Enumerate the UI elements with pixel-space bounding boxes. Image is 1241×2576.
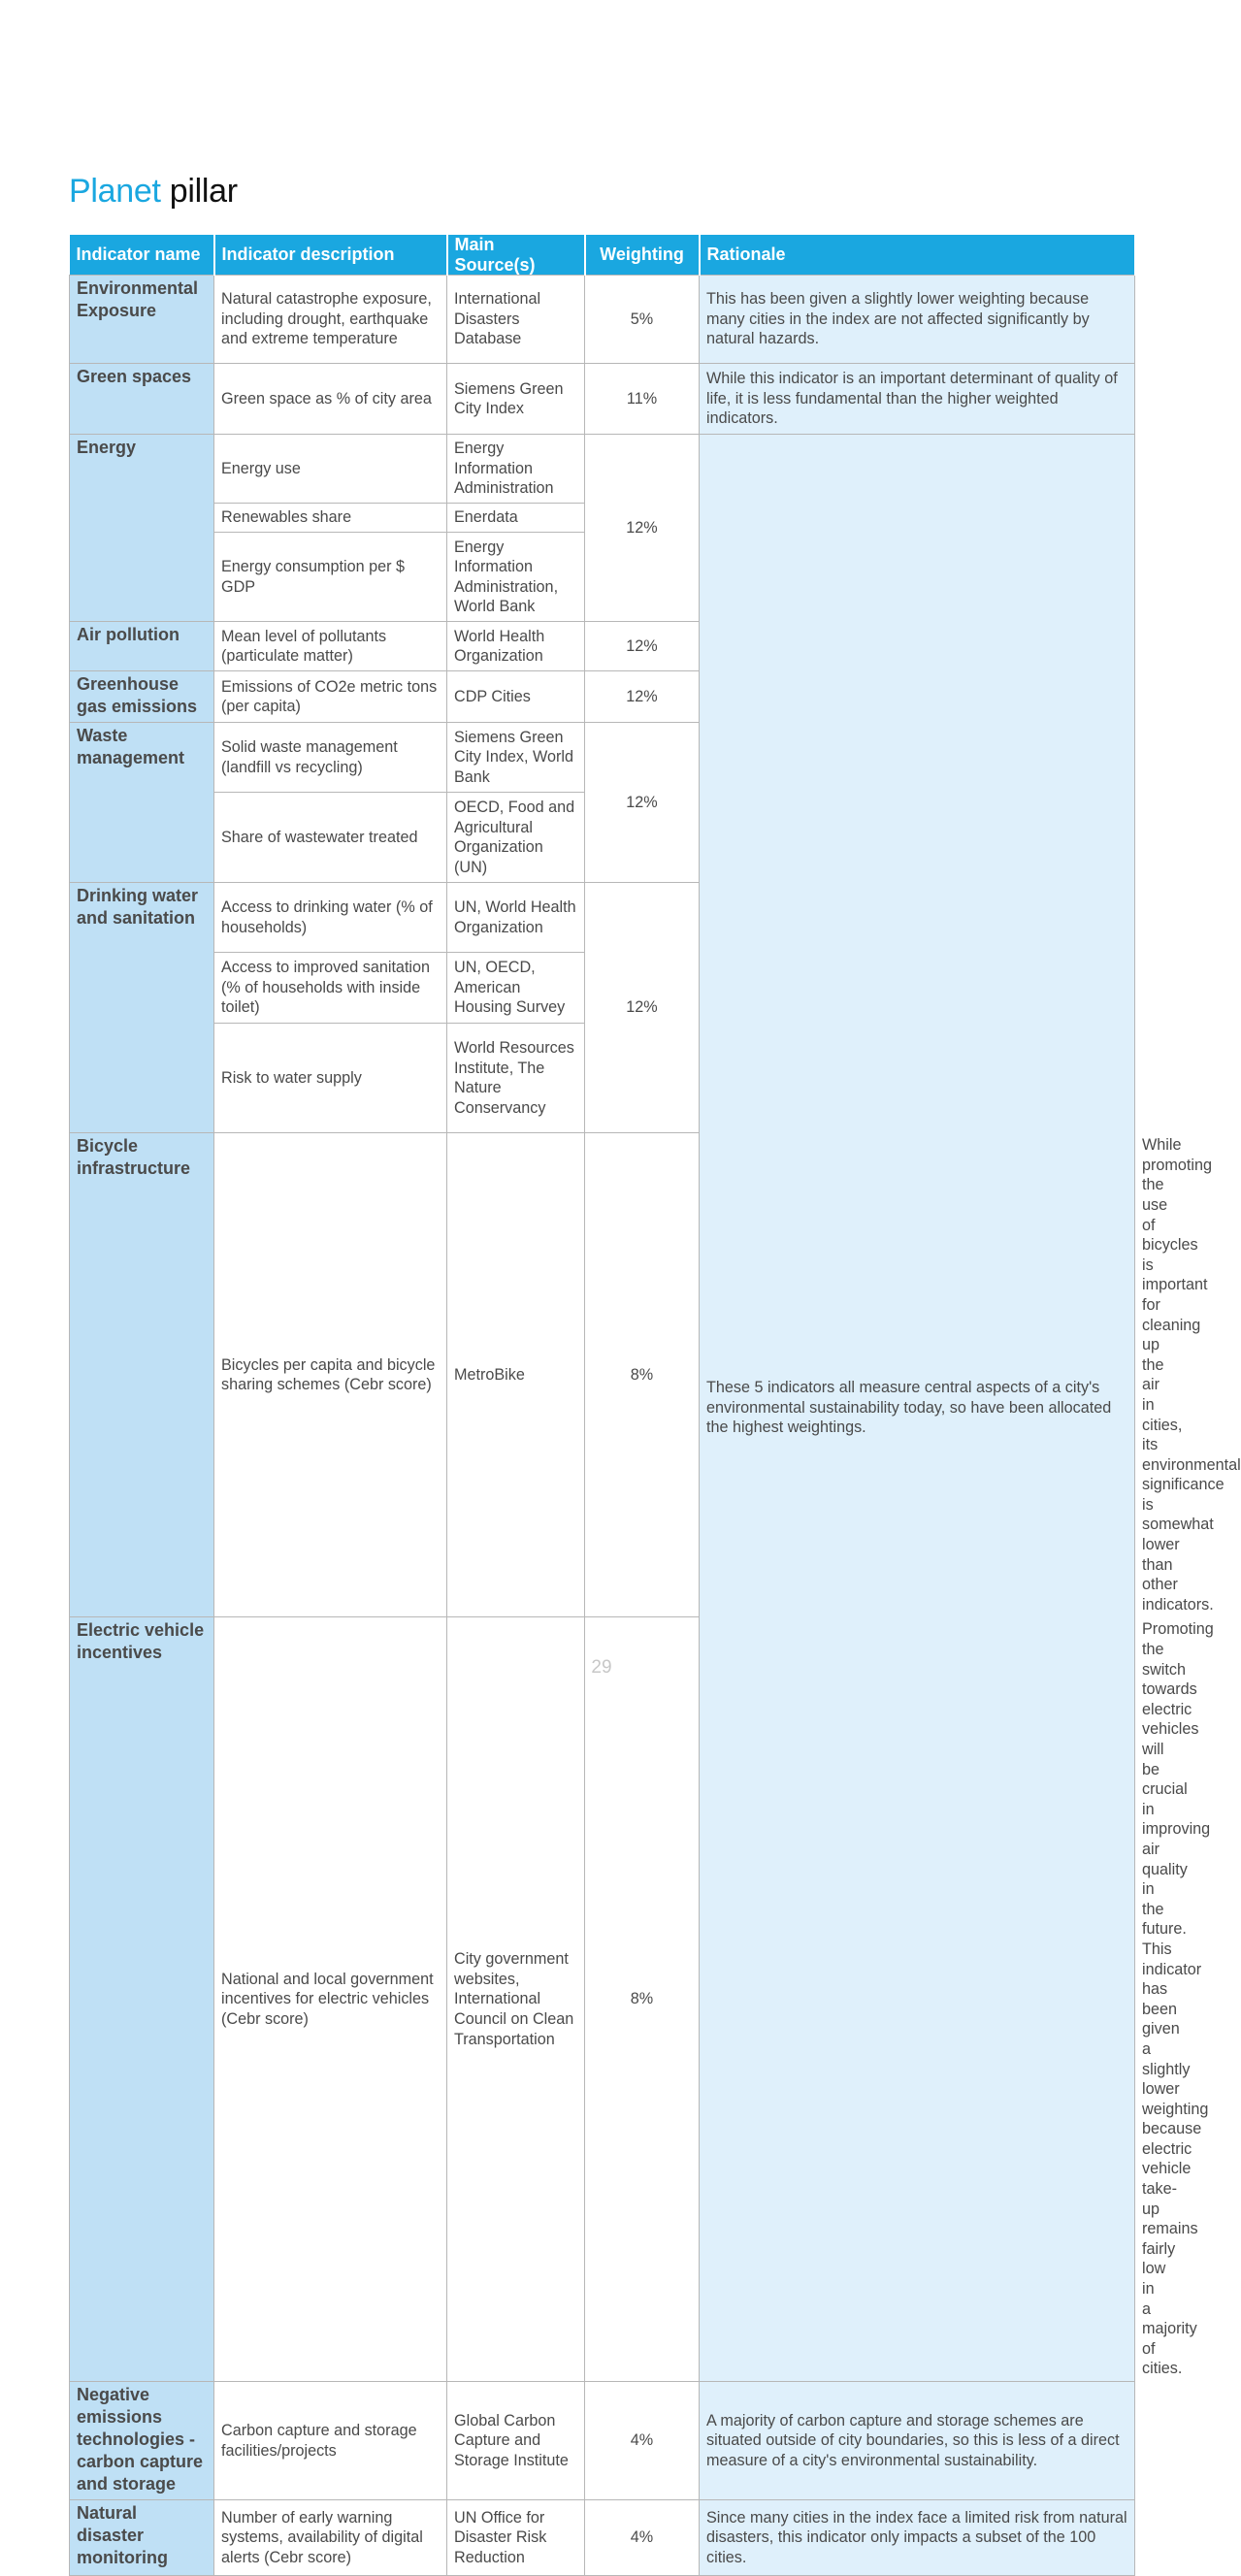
main-source: Energy Information Administration, World Bank <box>447 533 585 622</box>
weighting: 12% <box>585 671 700 723</box>
table-row <box>70 2500 1135 2576</box>
main-source: Siemens Green City Index <box>447 364 585 435</box>
indicator-description: Green space as % of city area <box>214 364 447 435</box>
indicator-name: Electric vehicle incentives <box>70 1617 214 2382</box>
planet-pillar-table <box>69 235 1241 2576</box>
weighting: 12% <box>585 883 700 1133</box>
table-row <box>70 435 1135 504</box>
rationale: While this indicator is an important determinant of quality of life, it is less fundamental than the higher weighted indicators. <box>700 364 1135 435</box>
main-source: Enerdata <box>447 504 585 533</box>
table-row <box>70 276 1135 364</box>
table-header-row <box>70 235 1135 276</box>
main-source: Siemens Green City Index, World Bank <box>447 723 585 793</box>
indicator-name: Air pollution <box>70 622 214 671</box>
main-source: UN Office for Disaster Risk Reduction <box>447 2500 585 2576</box>
weighting: 4% <box>585 2500 700 2576</box>
indicator-description: Solid waste management (landfill vs recycling) <box>214 723 447 793</box>
indicator-description: Number of early warning systems, availability of digital alerts (Cebr score) <box>214 2500 447 2576</box>
indicator-name: Drinking water and sanitation <box>70 883 214 1133</box>
table-row: Bicycle infrastructure Bicycles per capita and bicycle sharing schemes (Cebr score) MetroBike 8% While promoting the use of bicycles is important for cleaning up the air in cities, its environmental significance is somewhat lower than other indicators. <box>70 1133 1135 1617</box>
shared-rationale: These 5 indicators all measure central aspects of a city's environmental sustainability today, so have been allocated the highest weightings. <box>700 435 1135 2382</box>
indicator-name: Waste management <box>70 723 214 883</box>
indicator-description: Energy consumption per $ GDP <box>214 533 447 622</box>
indicator-description: Mean level of pollutants (particulate matter) <box>214 622 447 671</box>
weighting: 8% <box>585 1133 700 1617</box>
header-indicator-description: Indicator description <box>214 235 447 276</box>
rationale: A majority of carbon capture and storage schemes are situated outside of city boundaries, so this is less of a direct measure of a city's environmental sustainability. <box>700 2382 1135 2500</box>
rationale: Since many cities in the index face a limited risk from natural disasters, this indicator only impacts a subset of the 100 cities. <box>700 2500 1135 2576</box>
indicator-description: National and local government incentives for electric vehicles (Cebr score) <box>214 1617 447 2382</box>
weighting: 11% <box>585 364 700 435</box>
indicator-description: Natural catastrophe exposure, including drought, earthquake and extreme temperature <box>214 276 447 364</box>
title-accent: Planet <box>69 173 161 210</box>
rationale: This has been given a slightly lower weighting because many cities in the index are not affected significantly by natural hazards. <box>700 276 1135 364</box>
main-source: World Resources Institute, The Nature Conservancy <box>447 1024 585 1133</box>
indicator-description: Bicycles per capita and bicycle sharing schemes (Cebr score) <box>214 1133 447 1617</box>
main-source: City government websites, International Council on Clean Transportation <box>447 1617 585 2382</box>
indicator-name: Green spaces <box>70 364 214 435</box>
header-indicator-name: Indicator name <box>70 235 214 276</box>
indicator-description: Access to improved sanitation (% of households with inside toilet) <box>214 953 447 1024</box>
indicator-description: Carbon capture and storage facilities/projects <box>214 2382 447 2500</box>
main-source: Energy Information Administration <box>447 435 585 504</box>
table-row: Electric vehicle incentives National and local government incentives for electric vehicles (Cebr score) City government websites, International Council on Clean Transportation 8% Promoting the switch towards electric vehicles will be crucial in improving air quality in the future. This indicator has been given a slightly lower weighting because electric vehicle take-up remains fairly low in a majority of cities. <box>70 1617 1135 2382</box>
main-source: OECD, Food and Agricultural Organization (UN) <box>447 793 585 883</box>
indicator-name: Bicycle infrastructure <box>70 1133 214 1617</box>
table-row <box>70 364 1135 435</box>
indicator-name: Environmental Exposure <box>70 276 214 364</box>
main-source: Global Carbon Capture and Storage Institute <box>447 2382 585 2500</box>
weighting: 4% <box>585 2382 700 2500</box>
table-row <box>70 2382 1135 2500</box>
indicator-description: Access to drinking water (% of households) <box>214 883 447 953</box>
main-source: UN, OECD, American Housing Survey <box>447 953 585 1024</box>
main-source: International Disasters Database <box>447 276 585 364</box>
weighting: 5% <box>585 276 700 364</box>
weighting: 12% <box>585 723 700 883</box>
indicator-description: Energy use <box>214 435 447 504</box>
indicator-description: Renewables share <box>214 504 447 533</box>
main-source: UN, World Health Organization <box>447 883 585 953</box>
indicator-description: Emissions of CO2e metric tons (per capita) <box>214 671 447 723</box>
header-rationale: Rationale <box>700 235 1135 276</box>
indicator-name: Negative emissions technologies - carbon capture and storage <box>70 2382 214 2500</box>
indicator-name: Greenhouse gas emissions <box>70 671 214 723</box>
weighting: 12% <box>585 622 700 671</box>
page-number: 29 <box>591 1657 612 1678</box>
indicator-name: Natural disaster monitoring <box>70 2500 214 2576</box>
weighting: 12% <box>585 435 700 622</box>
title-rest: pillar <box>160 173 238 210</box>
main-source: CDP Cities <box>447 671 585 723</box>
indicator-description: Share of wastewater treated <box>214 793 447 883</box>
main-source: World Health Organization <box>447 622 585 671</box>
header-main-sources: Main Source(s) <box>447 235 585 276</box>
main-source: MetroBike <box>447 1133 585 1617</box>
indicator-name: Energy <box>70 435 214 622</box>
header-weighting: Weighting <box>585 235 700 276</box>
weighting: 8% <box>585 1617 700 2382</box>
indicator-description: Risk to water supply <box>214 1024 447 1133</box>
page-title <box>69 173 238 211</box>
